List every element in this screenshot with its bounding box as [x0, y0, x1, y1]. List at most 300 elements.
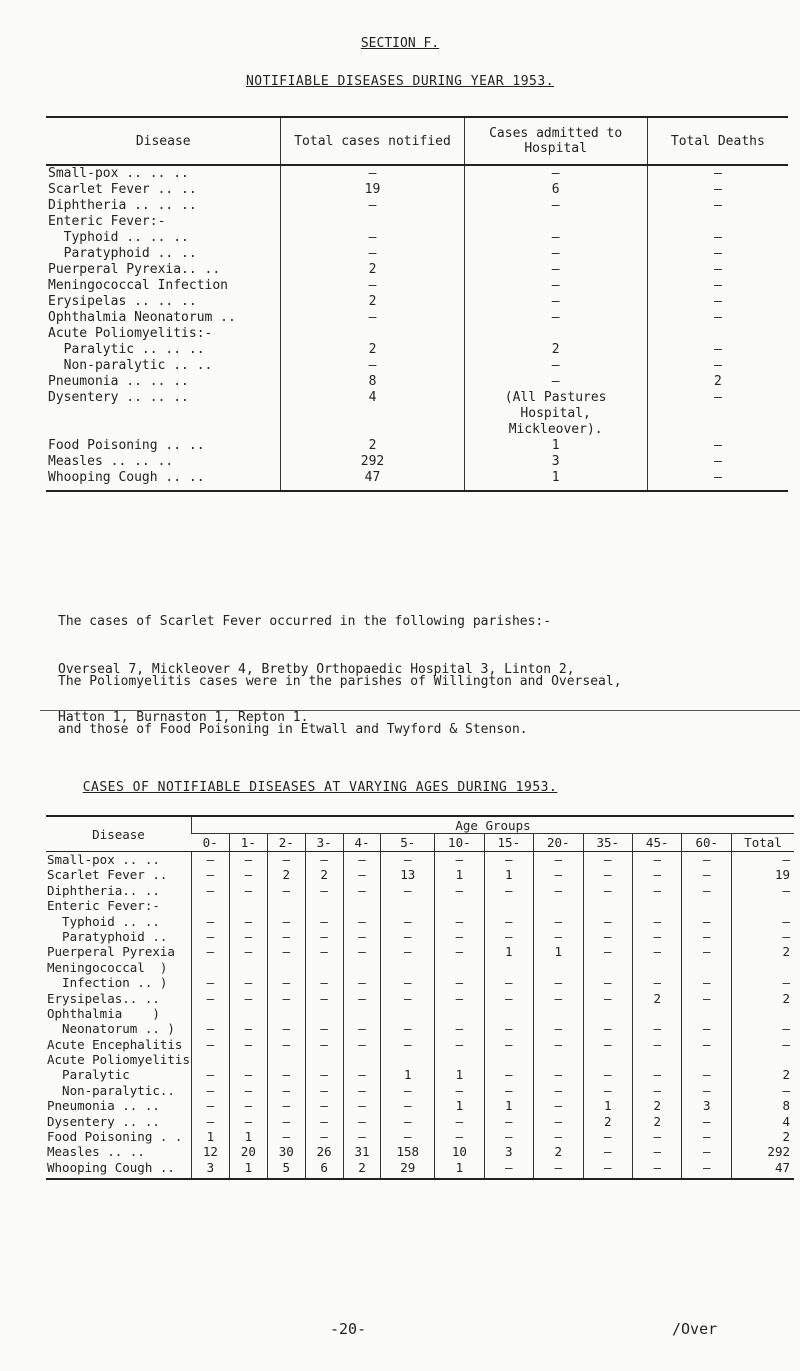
total-cell: [732, 960, 795, 975]
table-cell: –: [192, 1021, 230, 1036]
table-cell: –: [534, 1083, 583, 1098]
table-row: [46, 1098, 794, 1113]
table-cell: –: [343, 975, 381, 990]
table-cell: –: [281, 246, 464, 262]
table-row: [46, 1037, 794, 1052]
table-cell: –: [647, 358, 788, 374]
table-cell: –: [534, 914, 583, 929]
table-cell: [229, 898, 267, 913]
table-cell: 6: [464, 182, 647, 198]
table-cell: 1: [583, 1098, 632, 1113]
table-row: [46, 165, 788, 182]
table-cell: –: [381, 1098, 435, 1113]
table-cell: –: [435, 975, 484, 990]
table-cell: [435, 898, 484, 913]
disease-name: Acute Encephalitis: [47, 1036, 183, 1052]
table-row: [46, 438, 788, 454]
table-cell: –: [682, 914, 732, 929]
table-cell: –: [534, 991, 583, 1006]
table-cell: 3: [192, 1160, 230, 1179]
table-cell: –: [647, 294, 788, 310]
table-cell: [192, 898, 230, 913]
col-header-total-notified: Total cases notified: [281, 117, 464, 165]
table-cell: –: [343, 1021, 381, 1036]
table-cell: 3: [682, 1098, 732, 1113]
table-cell: –: [632, 929, 681, 944]
table-cell: [682, 1052, 732, 1067]
table-cell: 30: [267, 1144, 305, 1159]
table-cell: –: [192, 1083, 230, 1098]
table-cell: –: [682, 1067, 732, 1082]
table-cell: 10: [435, 1144, 484, 1159]
table-cell: –: [343, 867, 381, 882]
table-cell: 1: [464, 470, 647, 491]
age-groups-header: Age Groups: [192, 816, 795, 834]
disease-name: Dysentery .. ..: [47, 1113, 160, 1129]
table-cell: –: [484, 1114, 533, 1129]
table-cell: –: [534, 929, 583, 944]
table-cell: [381, 1052, 435, 1067]
table-cell: 2: [647, 374, 788, 390]
table-cell: 6: [305, 1160, 343, 1179]
table-cell: –: [583, 929, 632, 944]
disease-name: Meningococcal Infection: [48, 278, 229, 293]
disease-name: Food Poisoning . .: [47, 1129, 183, 1145]
table-cell: –: [305, 944, 343, 959]
table-row: [46, 246, 788, 262]
table-cell: –: [192, 1067, 230, 1082]
table2-body: [46, 852, 794, 1180]
table-cell: [534, 1052, 583, 1067]
table-cell: –: [534, 867, 583, 882]
table-cell: [534, 960, 583, 975]
table-cell: –: [464, 358, 647, 374]
total-cell: 4: [732, 1114, 795, 1129]
table-cell: –: [229, 852, 267, 868]
disease-name: [46, 422, 281, 438]
table-cell: –: [583, 1037, 632, 1052]
table-cell: –: [484, 975, 533, 990]
table-cell: [229, 960, 267, 975]
table-cell: [632, 898, 681, 913]
age-group-header: 10-: [435, 834, 484, 852]
table-cell: –: [381, 1114, 435, 1129]
table-cell: –: [647, 230, 788, 246]
table-cell: –: [305, 1037, 343, 1052]
table-cell: [281, 214, 464, 230]
table-cell: –: [435, 1021, 484, 1036]
table-row: [46, 214, 788, 230]
table-cell: –: [682, 1144, 732, 1159]
table-cell: 2: [583, 1114, 632, 1129]
table-cell: [281, 326, 464, 342]
table-cell: –: [192, 944, 230, 959]
table-cell: –: [647, 310, 788, 326]
table-cell: –: [534, 1098, 583, 1113]
table-cell: –: [281, 198, 464, 214]
table-cell: –: [267, 1067, 305, 1082]
table-cell: 1: [435, 1160, 484, 1179]
disease-name: Paralytic: [47, 1067, 130, 1083]
table-row: [46, 310, 788, 326]
table-cell: 4: [281, 390, 464, 406]
table-cell: –: [647, 182, 788, 198]
disease-name: Ophthalmia Neonatorum ..: [48, 310, 236, 325]
table-cell: –: [484, 1129, 533, 1144]
table-cell: –: [632, 883, 681, 898]
table-cell: [267, 960, 305, 975]
table-cell: Hospital,: [464, 406, 647, 422]
disease-name: Whooping Cough ..: [46, 1160, 192, 1179]
table-cell: –: [464, 310, 647, 326]
table-cell: [343, 898, 381, 913]
table-row: [46, 991, 794, 1006]
table-cell: –: [229, 991, 267, 1006]
disease-name: Scarlet Fever .. ..: [48, 182, 197, 197]
total-cell: [732, 898, 795, 913]
table-cell: –: [305, 929, 343, 944]
table-cell: –: [192, 883, 230, 898]
table-cell: –: [267, 914, 305, 929]
table-row: [46, 960, 794, 975]
table-cell: [534, 1006, 583, 1021]
total-cell: [732, 1006, 795, 1021]
table-cell: 26: [305, 1144, 343, 1159]
table-cell: –: [381, 1021, 435, 1036]
table-cell: [267, 898, 305, 913]
table-row: [46, 470, 788, 491]
table-row: [46, 1006, 794, 1021]
table-cell: –: [484, 914, 533, 929]
table-cell: –: [343, 1083, 381, 1098]
table-row: [46, 1129, 794, 1144]
disease-name: Scarlet Fever ..: [47, 867, 168, 883]
table-cell: 3: [464, 454, 647, 470]
table-cell: –: [682, 944, 732, 959]
table-cell: –: [281, 278, 464, 294]
table-cell: 2: [281, 294, 464, 310]
table-cell: –: [267, 1021, 305, 1036]
table-cell: –: [632, 944, 681, 959]
table-cell: 1: [381, 1067, 435, 1082]
disease-name: Measles .. .. ..: [48, 454, 174, 469]
table-cell: –: [583, 1067, 632, 1082]
note-line: Hatton 1, Burnaston 1, Repton 1.: [58, 710, 309, 725]
table-cell: –: [305, 1114, 343, 1129]
table-row: [46, 294, 788, 310]
table-cell: –: [647, 454, 788, 470]
table-cell: –: [381, 944, 435, 959]
table-cell: –: [192, 867, 230, 882]
table-cell: –: [343, 1037, 381, 1052]
table-cell: –: [583, 867, 632, 882]
table-cell: –: [267, 944, 305, 959]
table-cell: [343, 1052, 381, 1067]
table-cell: [435, 960, 484, 975]
table-cell: [281, 406, 464, 422]
disease-name: Whooping Cough .. ..: [46, 470, 281, 491]
disease-name: Enteric Fever:-: [47, 898, 160, 914]
total-cell: 2: [732, 1129, 795, 1144]
total-cell: [732, 1052, 795, 1067]
table-row: [46, 198, 788, 214]
table-cell: –: [682, 991, 732, 1006]
disease-name: Diphtheria .. .. ..: [48, 198, 197, 213]
table-row: [46, 182, 788, 198]
table-cell: –: [682, 1129, 732, 1144]
table-cell: –: [632, 975, 681, 990]
disease-name: Erysipelas.. ..: [47, 990, 160, 1006]
col-header-disease: Disease: [46, 117, 281, 165]
age-group-header: 35-: [583, 834, 632, 852]
table-cell: [484, 1052, 533, 1067]
table-row: [46, 230, 788, 246]
table1-body: [46, 165, 788, 491]
table-cell: –: [381, 991, 435, 1006]
disease-name: Pneumonia .. .. ..: [48, 374, 189, 389]
table-cell: –: [534, 883, 583, 898]
table-cell: [682, 1006, 732, 1021]
table-cell: –: [343, 944, 381, 959]
table-cell: 1: [435, 1067, 484, 1082]
age-group-header: 5-: [381, 834, 435, 852]
table-cell: [305, 1052, 343, 1067]
table-cell: –: [192, 914, 230, 929]
table-cell: [343, 960, 381, 975]
table-cell: 2: [534, 1144, 583, 1159]
disease-name: Dysentery .. .. ..: [48, 390, 189, 405]
table-cell: Mickleover).: [464, 422, 647, 438]
table-cell: –: [192, 1037, 230, 1052]
disease-name: Neonatorum .. ): [47, 1021, 175, 1037]
table-cell: [583, 960, 632, 975]
table-cell: [381, 898, 435, 913]
disease-name: Enteric Fever:-: [48, 214, 166, 229]
table-cell: –: [583, 1083, 632, 1098]
disease-name: Paratyphoid ..: [47, 928, 168, 944]
disease-name: Pneumonia .. ..: [47, 1098, 160, 1114]
table-cell: –: [464, 294, 647, 310]
table-cell: –: [267, 929, 305, 944]
table-cell: –: [534, 1160, 583, 1179]
table-row: [46, 1083, 794, 1098]
table-cell: [484, 1006, 533, 1021]
table-cell: [647, 214, 788, 230]
table-cell: –: [534, 852, 583, 868]
table-cell: [534, 898, 583, 913]
table-cell: 1: [464, 438, 647, 454]
table-cell: 2: [281, 438, 464, 454]
table-cell: –: [534, 1114, 583, 1129]
table-cell: –: [435, 944, 484, 959]
disease-name: Measles .. ..: [47, 1144, 145, 1160]
age-group-header: 0-: [192, 834, 230, 852]
table-cell: 12: [192, 1144, 230, 1159]
age-group-header: 1-: [229, 834, 267, 852]
table-cell: –: [229, 929, 267, 944]
table-cell: –: [343, 929, 381, 944]
table-cell: –: [682, 1160, 732, 1179]
table-cell: –: [305, 914, 343, 929]
table-cell: –: [305, 883, 343, 898]
disease-name: Small-pox .. ..: [47, 852, 160, 867]
table-cell: 31: [343, 1144, 381, 1159]
section-heading: SECTION F.: [360, 36, 440, 51]
table-cell: –: [484, 1160, 533, 1179]
disease-name: Paratyphoid .. ..: [48, 246, 197, 261]
table-cell: –: [484, 852, 533, 868]
total-cell: –: [732, 883, 795, 898]
table-cell: –: [647, 262, 788, 278]
table-cell: [305, 1006, 343, 1021]
disease-name: Acute Poliomyelitis:-: [48, 326, 213, 341]
continued-marker: /Over: [672, 1320, 718, 1338]
table-cell: –: [647, 165, 788, 182]
table-cell: –: [647, 390, 788, 406]
table-cell: [381, 1006, 435, 1021]
table-cell: –: [583, 852, 632, 868]
table-cell: –: [229, 1021, 267, 1036]
table-cell: [583, 1006, 632, 1021]
table-cell: –: [583, 991, 632, 1006]
disease-name: Typhoid .. .. ..: [48, 230, 189, 245]
col-header-disease: Disease: [46, 816, 192, 852]
col-header-deaths: Total Deaths: [647, 117, 788, 165]
table-cell: –: [632, 1160, 681, 1179]
age-group-header: 3-: [305, 834, 343, 852]
age-table-title: CASES OF NOTIFIABLE DISEASES AT VARYING AGES DURING 1953.: [82, 780, 558, 795]
table-cell: –: [435, 914, 484, 929]
table-cell: [192, 1052, 230, 1067]
table-cell: 20: [229, 1144, 267, 1159]
table-cell: –: [534, 1067, 583, 1082]
table-cell: –: [343, 1114, 381, 1129]
col-header-admitted: Cases admitted to Hospital: [464, 117, 647, 165]
table-cell: –: [583, 914, 632, 929]
table-cell: –: [647, 278, 788, 294]
table-cell: [229, 1052, 267, 1067]
table-row: [46, 975, 794, 990]
table-cell: –: [229, 914, 267, 929]
table-cell: [343, 1006, 381, 1021]
table-cell: –: [305, 852, 343, 868]
table-cell: –: [464, 230, 647, 246]
table-cell: –: [305, 975, 343, 990]
note-line: The Poliomyelitis cases were in the parishes of Willington and Overseal,: [58, 674, 622, 689]
table-cell: 1: [484, 1098, 533, 1113]
table-cell: 292: [281, 454, 464, 470]
table-cell: –: [229, 1067, 267, 1082]
table-cell: –: [632, 1129, 681, 1144]
disease-name: Puerperal Pyrexia.. ..: [48, 262, 221, 277]
page-title: NOTIFIABLE DISEASES DURING YEAR 1953.: [245, 74, 555, 89]
total-cell: 8: [732, 1098, 795, 1113]
table-cell: –: [534, 1021, 583, 1036]
table-cell: 158: [381, 1144, 435, 1159]
table-cell: –: [267, 852, 305, 868]
table-cell: –: [381, 1037, 435, 1052]
table-cell: 1: [435, 867, 484, 882]
table-cell: [435, 1052, 484, 1067]
table-cell: –: [343, 852, 381, 868]
table-cell: –: [435, 852, 484, 868]
table-cell: –: [632, 1083, 681, 1098]
table-cell: –: [305, 1129, 343, 1144]
table-cell: 1: [229, 1129, 267, 1144]
table-cell: –: [464, 262, 647, 278]
table-cell: –: [484, 883, 533, 898]
table-cell: –: [647, 470, 788, 491]
table-cell: –: [343, 883, 381, 898]
table-cell: –: [381, 975, 435, 990]
table-cell: –: [267, 1114, 305, 1129]
table-cell: –: [229, 1114, 267, 1129]
table-cell: 2: [281, 342, 464, 358]
table-cell: [632, 960, 681, 975]
table-cell: 8: [281, 374, 464, 390]
table-cell: –: [583, 1021, 632, 1036]
table-cell: –: [267, 1037, 305, 1052]
table-cell: –: [305, 1083, 343, 1098]
table-cell: –: [281, 310, 464, 326]
table-row: [46, 342, 788, 358]
table-cell: –: [305, 1021, 343, 1036]
table-cell: –: [305, 1067, 343, 1082]
table-cell: –: [534, 1129, 583, 1144]
total-cell: 19: [732, 867, 795, 882]
table-cell: [305, 898, 343, 913]
disease-name: Ophthalmia ): [47, 1005, 160, 1021]
table-cell: –: [464, 374, 647, 390]
table-cell: –: [484, 991, 533, 1006]
table-row: [46, 883, 794, 898]
table-cell: –: [632, 1037, 681, 1052]
table-cell: –: [435, 1037, 484, 1052]
table-row: [46, 1144, 794, 1159]
table-cell: [381, 960, 435, 975]
table-row: [46, 1067, 794, 1082]
table-cell: [647, 406, 788, 422]
note-line: and those of Food Poisoning in Etwall and Twyford & Stenson.: [58, 722, 528, 737]
table-cell: –: [464, 165, 647, 182]
table-cell: [192, 1006, 230, 1021]
table-cell: [583, 898, 632, 913]
total-cell: –: [732, 1037, 795, 1052]
table-cell: 19: [281, 182, 464, 198]
disease-name: Food Poisoning .. ..: [48, 438, 205, 453]
table-cell: –: [682, 883, 732, 898]
table-cell: –: [435, 883, 484, 898]
total-cell: –: [732, 1021, 795, 1036]
table-cell: –: [192, 852, 230, 868]
total-cell: –: [732, 1083, 795, 1098]
table-cell: [435, 1006, 484, 1021]
table-cell: –: [682, 1114, 732, 1129]
disease-name: Small-pox .. .. ..: [48, 166, 189, 181]
table-cell: –: [464, 278, 647, 294]
table-cell: –: [381, 883, 435, 898]
table-row: [46, 262, 788, 278]
table-cell: –: [682, 867, 732, 882]
ages-table: [46, 815, 794, 1180]
total-cell: 2: [732, 944, 795, 959]
table-cell: –: [229, 1098, 267, 1113]
table-cell: –: [583, 975, 632, 990]
disease-name: [46, 406, 281, 422]
total-cell: –: [732, 852, 795, 868]
table-cell: [583, 1052, 632, 1067]
table-row: [46, 422, 788, 438]
